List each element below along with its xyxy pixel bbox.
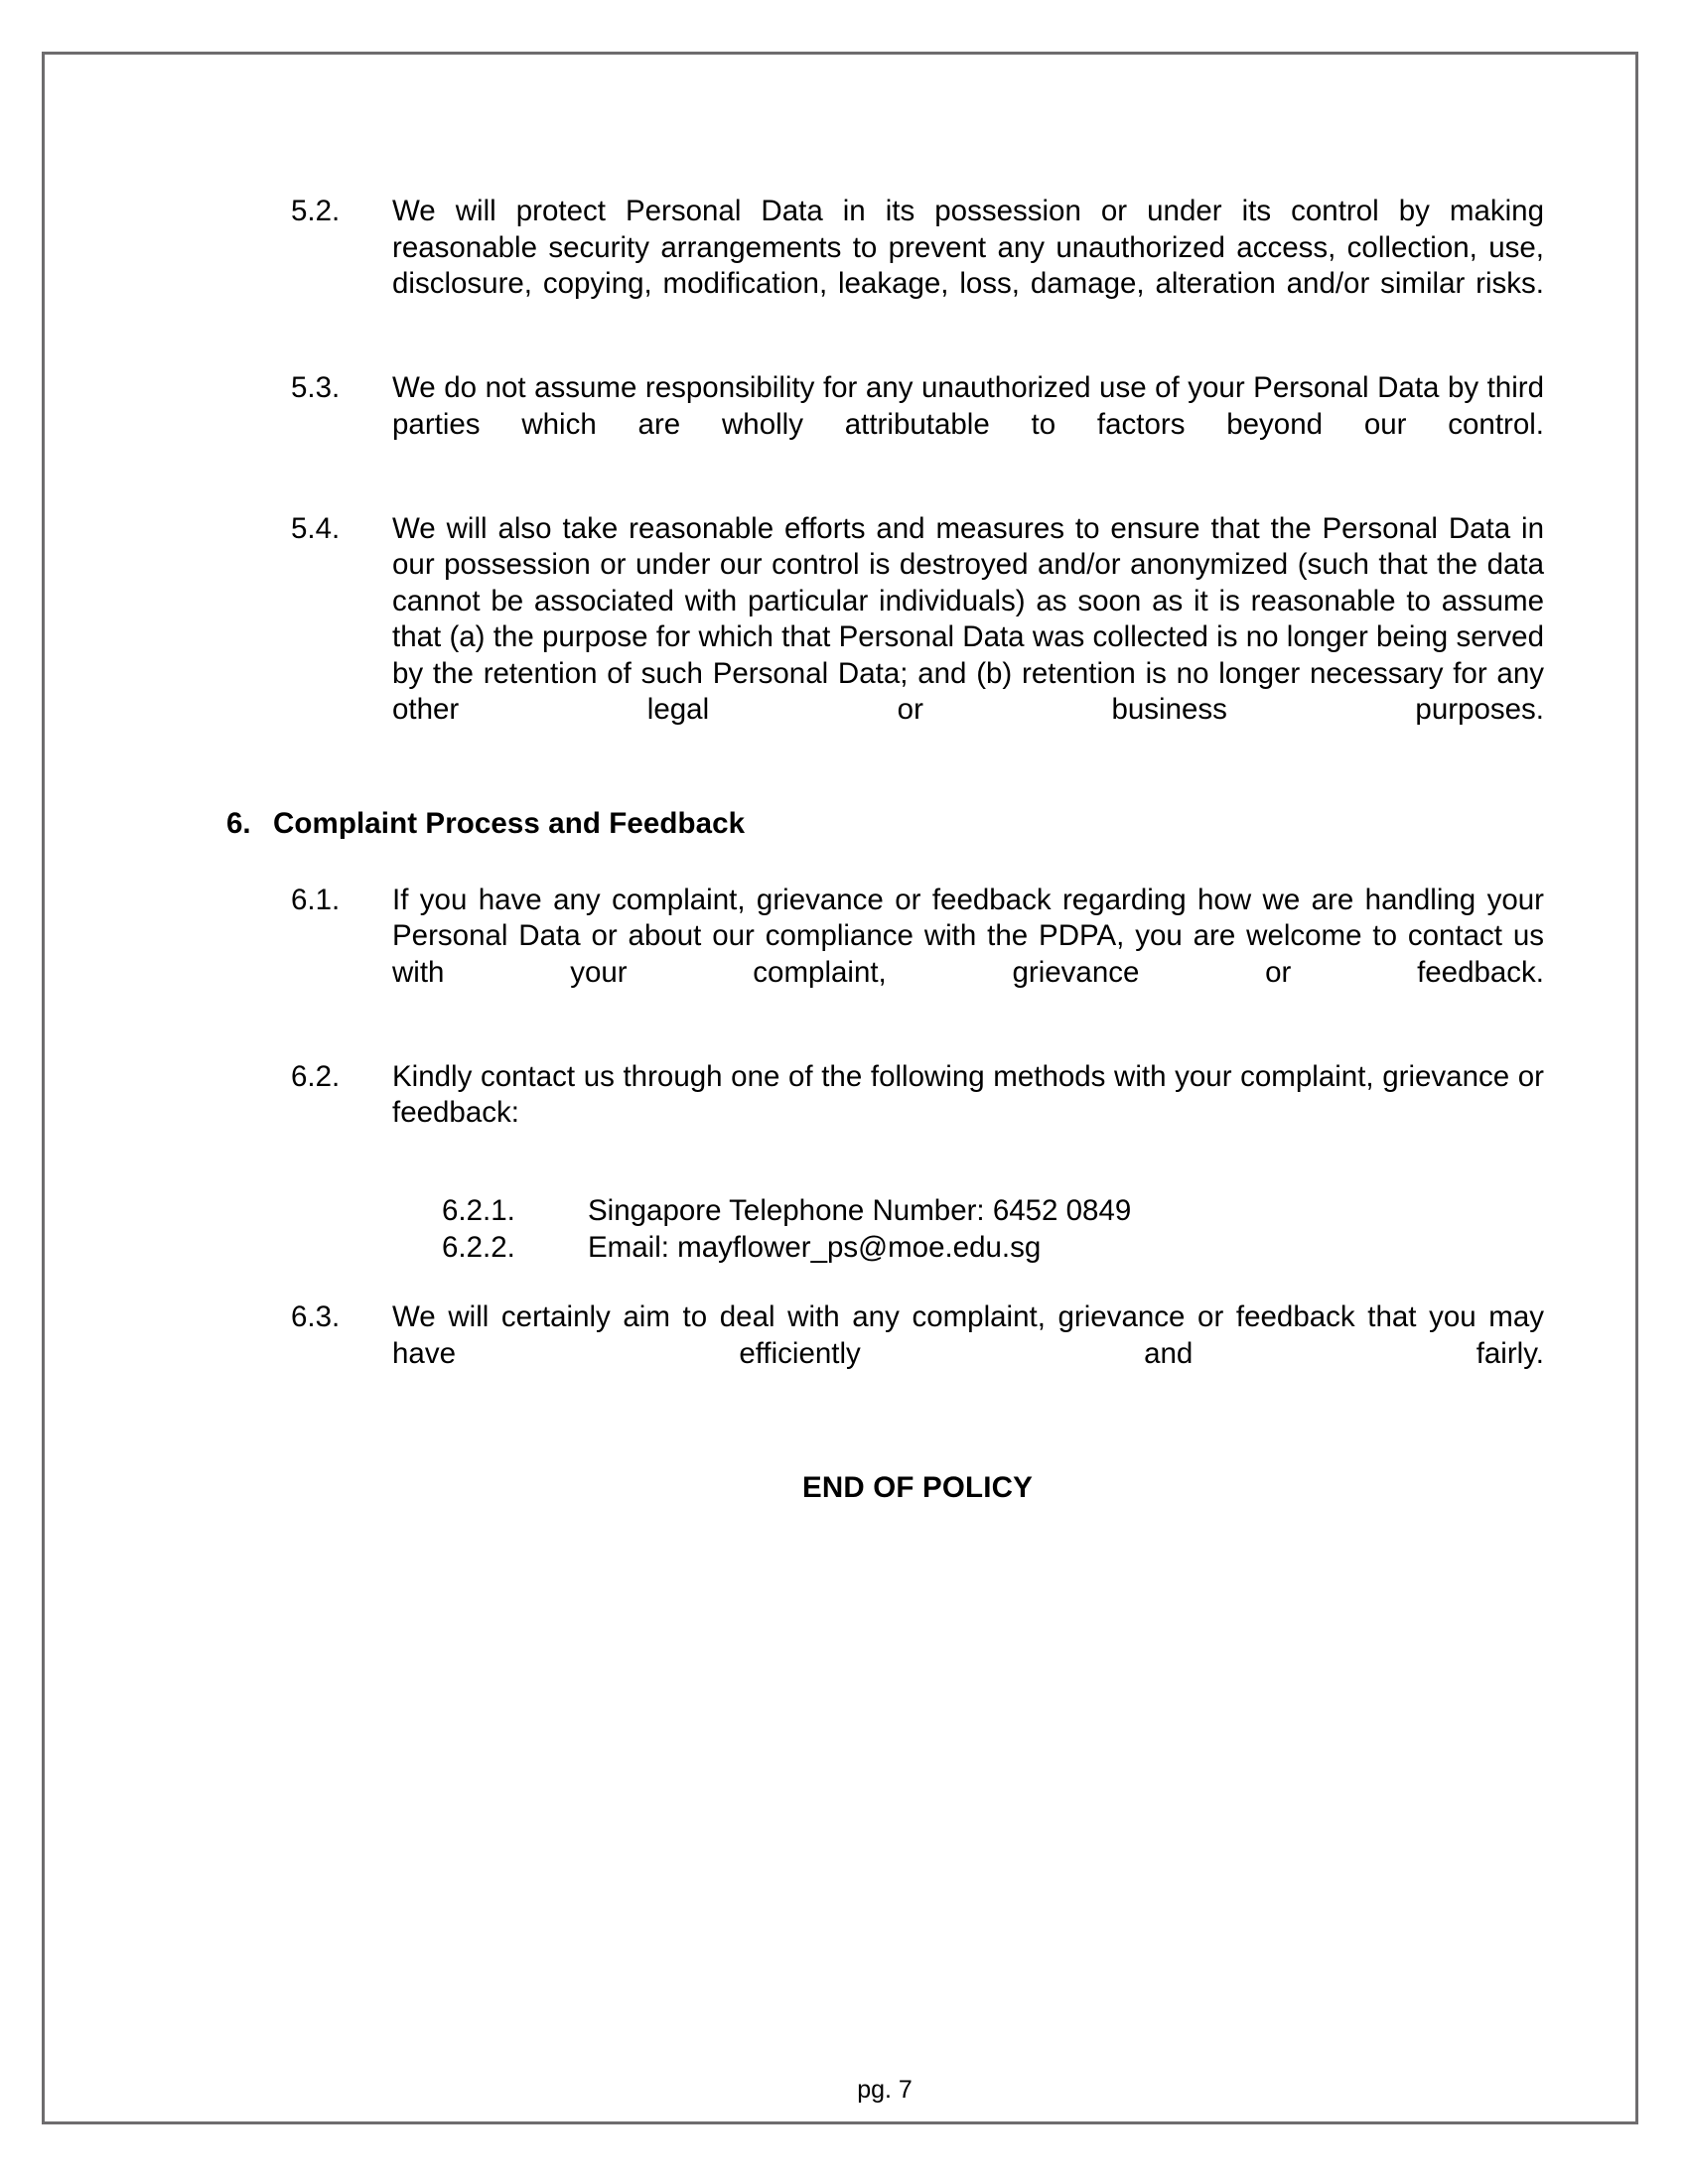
clause-number: 5.4. <box>291 511 341 545</box>
document-content <box>226 194 1544 1506</box>
clause-text: Kindly contact us through one of the following methods with your complaint, grievance or feedback: <box>392 1059 1544 1129</box>
clause-text: We will also take reasonable efforts and measures to ensure that the Personal Data in our possession or under our control is destroyed and/or anonymized (such that the data cannot be associated with particular individuals) as soon as it is reasonable to assume that (a) the purpose for which that Personal Data was collected is no longer being served by the retention of such Personal Data; and (b) retention is no longer necessary for any other legal or business purposes. <box>392 511 1544 726</box>
clause-5-2 <box>291 194 1544 339</box>
phone-contact-text: Singapore Telephone Number: 6452 0849 <box>588 1194 1132 1227</box>
section-title: Complaint Process and Feedback <box>273 807 746 840</box>
clause-number: 5.3. <box>291 371 341 404</box>
email-contact-text: Email: mayflower_ps@moe.edu.sg <box>588 1230 1042 1264</box>
clause-number: 6.1. <box>291 883 341 916</box>
clause-6-3 <box>291 1299 1544 1409</box>
clause-number: 5.2. <box>291 195 341 227</box>
page-number-footer: pg. 7 <box>857 2076 913 2104</box>
clause-text: We will protect Personal Data in its possession or under its control by making reasonable security arrangements to prevent any unauthorized access, collection, use, disclosure, copying, modification, leakage, loss, damage, alteration and/or similar risks. <box>392 195 1544 300</box>
section-number: 6. <box>226 807 251 840</box>
contact-methods-list <box>291 1193 1544 1266</box>
clause-6-2 <box>291 1059 1544 1168</box>
clause-text: We do not assume responsibility for any unauthorized use of your Personal Data by third parties which are wholly attributable to factors beyond our control. <box>392 371 1544 441</box>
contact-method-phone <box>442 1193 1544 1230</box>
clause-text: If you have any complaint, grievance or feedback regarding how we are handling your Personal Data or about our compliance with the PDPA, you are welcome to contact us with your complaint, grievance or feedback. <box>392 883 1544 989</box>
page-border-frame <box>42 52 1638 2124</box>
end-of-policy-label: END OF POLICY <box>801 1470 1034 1504</box>
section-heading-6 <box>226 806 1544 843</box>
subclause-number: 6.2.2. <box>442 1230 515 1264</box>
subclause-number: 6.2.1. <box>442 1194 515 1227</box>
clause-6-1 <box>291 883 1544 1027</box>
clause-text: We will certainly aim to deal with any complaint, grievance or feedback that you may have efficiently and fairly. <box>392 1300 1544 1370</box>
clause-5-3 <box>291 370 1544 479</box>
clause-number: 6.3. <box>291 1300 341 1333</box>
clause-5-4 <box>291 511 1544 765</box>
clause-number: 6.2. <box>291 1059 341 1093</box>
contact-method-email <box>442 1230 1544 1267</box>
